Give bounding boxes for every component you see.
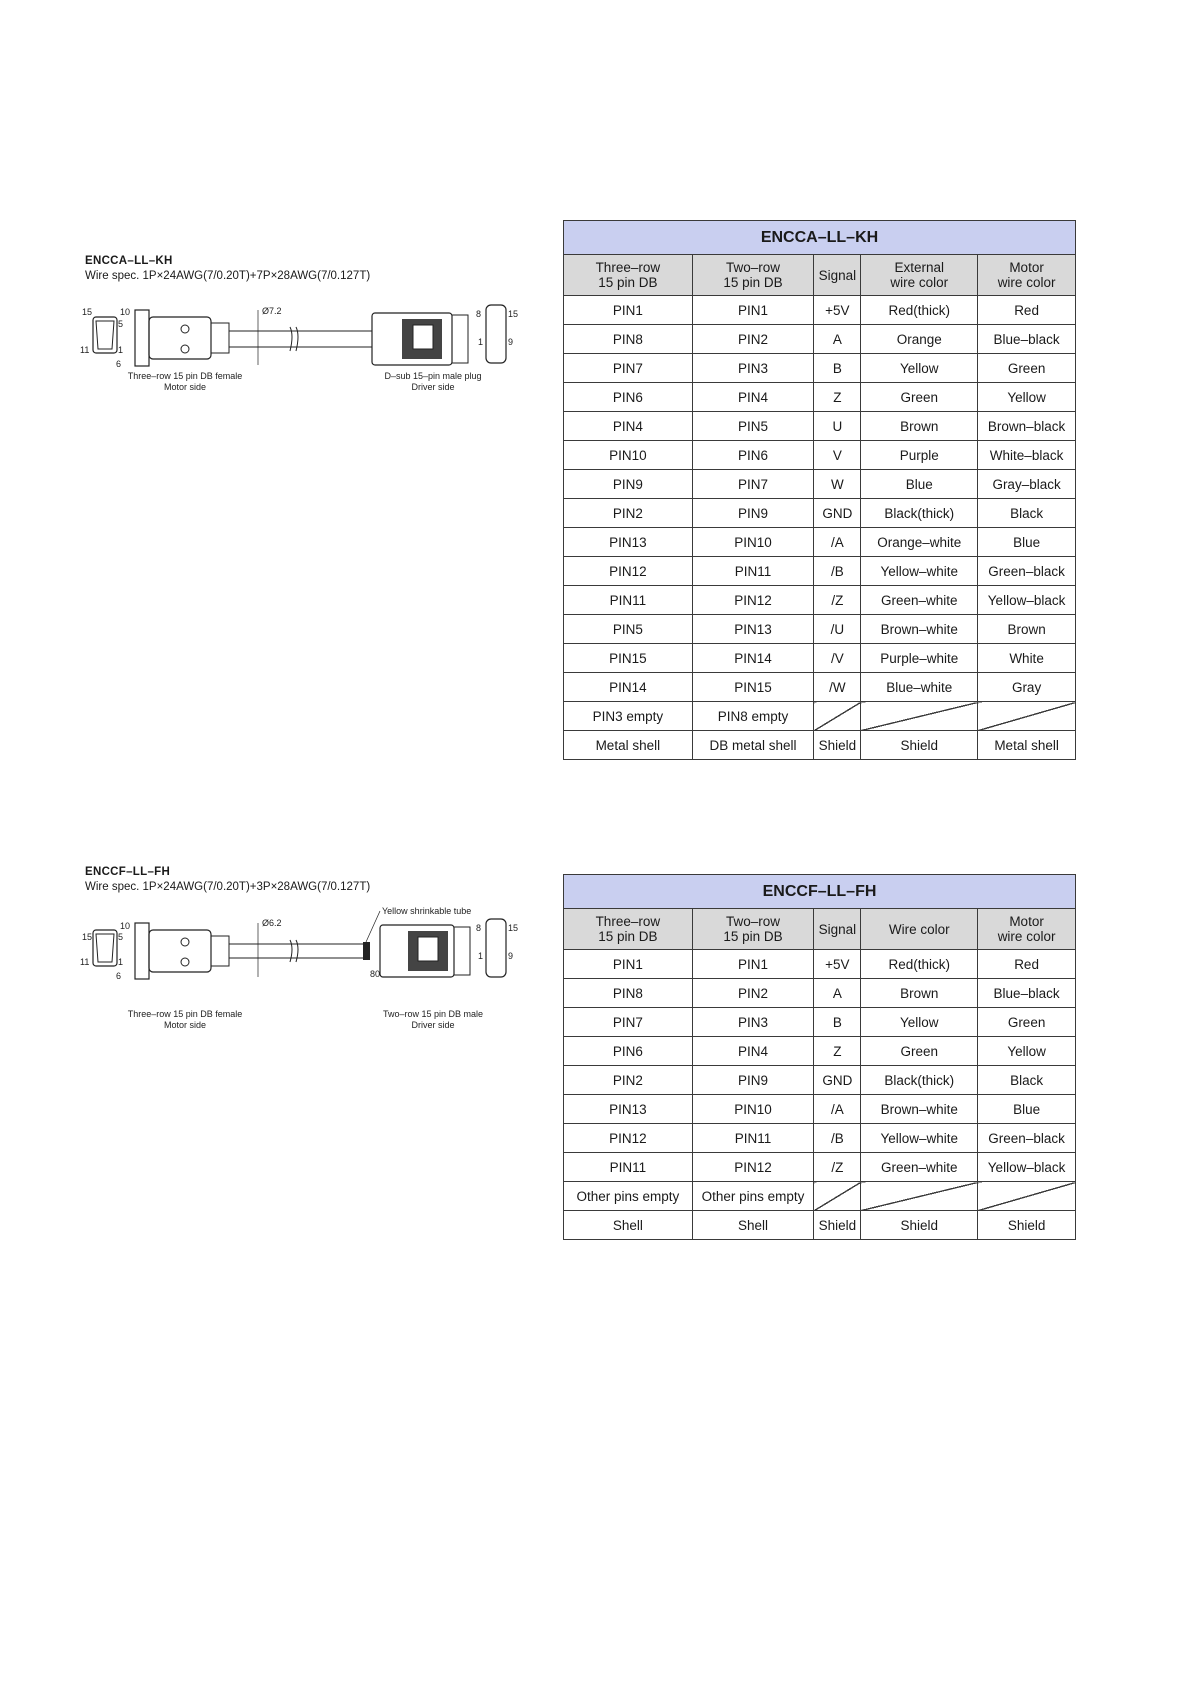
table-cell: Black: [978, 1066, 1076, 1095]
table-cell: Yellow–black: [978, 586, 1076, 615]
cable2-wire-spec: Wire spec. 1P×24AWG(7/0.20T)+3P×28AWG(7/0.127T): [85, 881, 371, 893]
table-cell: Blue–black: [978, 979, 1076, 1008]
table-cell: Shield: [861, 731, 978, 760]
column-header: [814, 909, 861, 950]
cable2-motor-connector-body: [135, 923, 229, 979]
table-row: [564, 950, 1076, 979]
table-cell: PIN2: [564, 499, 693, 528]
table-cell: PIN3: [692, 1008, 814, 1037]
table-row: [564, 1182, 1076, 1211]
table-cell: Blue: [978, 1095, 1076, 1124]
table-cell: Blue–black: [978, 325, 1076, 354]
column-header: [978, 255, 1076, 296]
column-header: [564, 255, 693, 296]
column-header-line: External: [894, 260, 944, 275]
table-cell: PIN1: [564, 296, 693, 325]
column-header: [978, 909, 1076, 950]
table-cell: White–black: [978, 441, 1076, 470]
table-cell: Blue: [861, 470, 978, 499]
table-cell: Orange: [861, 325, 978, 354]
table-cell: Black(thick): [861, 1066, 978, 1095]
cable1-right-caption-side: Driver side: [411, 382, 455, 392]
table-cell: PIN12: [692, 1153, 814, 1182]
table-cell: PIN12: [692, 586, 814, 615]
table-cell: Green–white: [861, 586, 978, 615]
table-cell: PIN3: [692, 354, 814, 383]
table-cell: Green: [861, 1037, 978, 1066]
table-cell: PIN13: [692, 615, 814, 644]
table-cell: Black: [978, 499, 1076, 528]
pin-label-8: 8: [476, 923, 482, 933]
table-cell: /A: [814, 528, 861, 557]
column-header-line: Wire color: [888, 921, 950, 937]
pin-label-15: 15: [82, 307, 93, 317]
table-cell: +5V: [814, 950, 861, 979]
pin-label-11: 11: [80, 345, 90, 355]
table-cell: PIN6: [564, 383, 693, 412]
table-cell: Yellow–white: [861, 557, 978, 586]
table-cell: Brown: [861, 979, 978, 1008]
table-cell: Yellow–white: [861, 1124, 978, 1153]
table-cell: A: [814, 979, 861, 1008]
table-cell: PIN8: [564, 979, 693, 1008]
table-cell: Other pins empty: [692, 1182, 814, 1211]
cable2-diameter: Ø6.2: [262, 918, 282, 928]
table-cell: /U: [814, 615, 861, 644]
table-cell: Red(thick): [861, 950, 978, 979]
table-row: [564, 731, 1076, 760]
table-cell: /A: [814, 1095, 861, 1124]
table-row: [564, 1124, 1076, 1153]
table-row: [564, 1008, 1076, 1037]
table-cell: Other pins empty: [564, 1182, 693, 1211]
cable1-table-body: [564, 296, 1076, 760]
column-header: [692, 255, 814, 296]
table-cell: [814, 1182, 861, 1211]
table-cell: Yellow: [861, 354, 978, 383]
table-cell: PIN11: [692, 557, 814, 586]
table-row: [564, 615, 1076, 644]
column-header-line: Two–row: [726, 914, 781, 929]
table-cell: /W: [814, 673, 861, 702]
table-cell: Red(thick): [861, 296, 978, 325]
cable1-motor-connector-face: [80, 307, 130, 369]
table-cell: Green–white: [861, 1153, 978, 1182]
table-cell: PIN1: [564, 950, 693, 979]
cable2-table-header: [564, 909, 1076, 950]
pin-label-5: 5: [118, 932, 124, 942]
pin-label-8: 8: [476, 309, 482, 319]
table-cell: PIN4: [692, 1037, 814, 1066]
column-header-line: Signal: [818, 921, 857, 937]
table-cell: PIN6: [692, 441, 814, 470]
cable1-motor-connector-body: [135, 310, 229, 366]
pin-label-1: 1: [478, 337, 484, 347]
table-cell: PIN10: [692, 1095, 814, 1124]
table-cell: PIN9: [564, 470, 693, 499]
table-cell: PIN11: [692, 1124, 814, 1153]
table-cell: PIN11: [564, 586, 693, 615]
table-row: [564, 412, 1076, 441]
yellow-shrinkable-tube: [363, 942, 370, 960]
table-row: [564, 354, 1076, 383]
column-header: [692, 909, 814, 950]
table-cell: PIN6: [564, 1037, 693, 1066]
cable1-table-title: ENCCA–LL–KH: [564, 221, 1076, 255]
table-row: [564, 702, 1076, 731]
column-header-line: Motor: [1009, 914, 1044, 929]
table-cell: GND: [814, 1066, 861, 1095]
table-row: [564, 528, 1076, 557]
cable2-title: ENCCF–LL–FH: [85, 866, 171, 878]
table-cell: [814, 702, 861, 731]
table-cell: PIN1: [692, 296, 814, 325]
column-header-line: 15 pin DB: [598, 929, 658, 944]
table-cell: PIN14: [692, 644, 814, 673]
table-cell: Shield: [814, 1211, 861, 1240]
cable1-wire-spec: Wire spec. 1P×24AWG(7/0.20T)+7P×28AWG(7/0.127T): [85, 270, 371, 282]
table-cell: A: [814, 325, 861, 354]
cable2-table-title: ENCCF–LL–FH: [564, 875, 1076, 909]
table-row: [564, 644, 1076, 673]
table-cell: /Z: [814, 586, 861, 615]
table-row: [564, 296, 1076, 325]
table-cell: PIN9: [692, 1066, 814, 1095]
table-cell: Shield: [861, 1211, 978, 1240]
table-cell: /Z: [814, 1153, 861, 1182]
table-cell: Z: [814, 383, 861, 412]
table-cell: /V: [814, 644, 861, 673]
table-cell: U: [814, 412, 861, 441]
cable2-pin-table: [563, 874, 1076, 1240]
table-cell: Shield: [814, 731, 861, 760]
table-row: [564, 1037, 1076, 1066]
table-cell: PIN10: [564, 441, 693, 470]
table-cell: B: [814, 1008, 861, 1037]
pin-label-6: 6: [116, 971, 122, 981]
table-cell: PIN8 empty: [692, 702, 814, 731]
table-cell: Brown: [978, 615, 1076, 644]
column-header-line: Three–row: [595, 260, 661, 275]
pin-label-1: 1: [478, 951, 484, 961]
table-cell: Metal shell: [978, 731, 1076, 760]
table-cell: [978, 1182, 1076, 1211]
cable2-diagram: [80, 905, 540, 1030]
column-header-line: 15 pin DB: [598, 275, 658, 290]
column-header-line: 15 pin DB: [723, 929, 783, 944]
table-cell: Black(thick): [861, 499, 978, 528]
cable1-pin-table: [563, 220, 1076, 760]
table-cell: Brown–white: [861, 615, 978, 644]
table-cell: Z: [814, 1037, 861, 1066]
table-row: [564, 979, 1076, 1008]
cable1-diameter: Ø7.2: [262, 306, 282, 316]
table-cell: PIN11: [564, 1153, 693, 1182]
table-cell: +5V: [814, 296, 861, 325]
table-row: [564, 325, 1076, 354]
pin-label-1: 1: [118, 957, 124, 967]
table-cell: White: [978, 644, 1076, 673]
table-cell: Blue–white: [861, 673, 978, 702]
pin-label-9: 9: [508, 337, 514, 347]
cable1-title: ENCCA–LL–KH: [85, 255, 173, 267]
table-cell: PIN4: [564, 412, 693, 441]
table-row: [564, 586, 1076, 615]
cable2-right-caption-side: Driver side: [411, 1020, 455, 1030]
table-cell: PIN9: [692, 499, 814, 528]
table-cell: Orange–white: [861, 528, 978, 557]
table-cell: PIN5: [692, 412, 814, 441]
table-cell: Yellow: [861, 1008, 978, 1037]
column-header-line: wire color: [997, 275, 1056, 290]
column-header-line: 15 pin DB: [723, 275, 783, 290]
pin-label-10: 10: [120, 921, 131, 931]
table-row: [564, 1153, 1076, 1182]
column-header-line: Signal: [818, 267, 857, 283]
table-cell: B: [814, 354, 861, 383]
table-row: [564, 441, 1076, 470]
table-cell: Purple: [861, 441, 978, 470]
column-header: [814, 255, 861, 296]
table-cell: Gray–black: [978, 470, 1076, 499]
table-row: [564, 383, 1076, 412]
table-cell: Yellow: [978, 1037, 1076, 1066]
table-row: [564, 499, 1076, 528]
table-cell: PIN4: [692, 383, 814, 412]
table-cell: /B: [814, 1124, 861, 1153]
column-header: [861, 909, 978, 950]
pin-label-5: 5: [118, 319, 124, 329]
cable2-left-caption-side: Motor side: [163, 1020, 207, 1030]
cable1-wire: [229, 306, 372, 365]
table-cell: PIN12: [564, 557, 693, 586]
table-cell: PIN1: [692, 950, 814, 979]
cable2-table-body: [564, 950, 1076, 1240]
column-header-line: wire color: [997, 929, 1056, 944]
table-cell: Shell: [692, 1211, 814, 1240]
table-row: [564, 557, 1076, 586]
table-cell: PIN15: [692, 673, 814, 702]
cable2-left-caption: Three–row 15 pin DB female: [127, 1009, 243, 1019]
column-header-line: wire color: [890, 275, 949, 290]
table-cell: Red: [978, 296, 1076, 325]
table-cell: Gray: [978, 673, 1076, 702]
cable1-right-caption: D–sub 15–pin male plug: [384, 371, 482, 381]
table-cell: Metal shell: [564, 731, 693, 760]
table-cell: Green: [861, 383, 978, 412]
column-header-line: Three–row: [595, 914, 661, 929]
table-cell: Brown: [861, 412, 978, 441]
table-cell: Shell: [564, 1211, 693, 1240]
column-header: [564, 909, 693, 950]
table-row: [564, 1211, 1076, 1240]
pin-label-15: 15: [508, 923, 519, 933]
pin-label-9: 9: [508, 951, 514, 961]
table-cell: Green: [978, 1008, 1076, 1037]
table-cell: PIN2: [692, 325, 814, 354]
column-header-line: Motor: [1009, 260, 1044, 275]
table-cell: /B: [814, 557, 861, 586]
table-cell: V: [814, 441, 861, 470]
table-cell: PIN12: [564, 1124, 693, 1153]
table-cell: PIN15: [564, 644, 693, 673]
table-cell: [861, 702, 978, 731]
column-header-line: Two–row: [726, 260, 781, 275]
table-row: [564, 1095, 1076, 1124]
column-header: [861, 255, 978, 296]
table-cell: W: [814, 470, 861, 499]
table-cell: PIN3 empty: [564, 702, 693, 731]
table-cell: PIN8: [564, 325, 693, 354]
cable2-tube-length: 80: [370, 969, 381, 979]
table-cell: PIN2: [564, 1066, 693, 1095]
table-cell: Brown–black: [978, 412, 1076, 441]
cable2-tube-label: Yellow shrinkable tube: [382, 906, 472, 916]
table-cell: PIN13: [564, 1095, 693, 1124]
table-cell: Brown–white: [861, 1095, 978, 1124]
table-cell: Yellow–black: [978, 1153, 1076, 1182]
table-cell: Shield: [978, 1211, 1076, 1240]
cable2-driver-plug: [380, 919, 518, 977]
table-cell: DB metal shell: [692, 731, 814, 760]
table-cell: [978, 702, 1076, 731]
table-cell: PIN14: [564, 673, 693, 702]
table-cell: PIN7: [564, 354, 693, 383]
table-cell: PIN5: [564, 615, 693, 644]
table-cell: PIN10: [692, 528, 814, 557]
cable1-driver-plug: [372, 305, 518, 365]
pin-label-15: 15: [508, 309, 519, 319]
table-cell: Purple–white: [861, 644, 978, 673]
table-cell: PIN2: [692, 979, 814, 1008]
table-cell: Green–black: [978, 557, 1076, 586]
table-cell: Red: [978, 950, 1076, 979]
table-cell: GND: [814, 499, 861, 528]
pin-label-11: 11: [80, 957, 90, 967]
table-cell: Blue: [978, 528, 1076, 557]
table-cell: Green–black: [978, 1124, 1076, 1153]
cable1-table-header: [564, 255, 1076, 296]
pin-label-6: 6: [116, 359, 122, 369]
table-cell: Yellow: [978, 383, 1076, 412]
cable2-right-caption: Two–row 15 pin DB male: [382, 1009, 484, 1019]
table-row: [564, 673, 1076, 702]
table-cell: [861, 1182, 978, 1211]
table-row: [564, 1066, 1076, 1095]
pin-label-1: 1: [118, 345, 124, 355]
cable1-left-caption-side: Motor side: [163, 382, 207, 392]
table-cell: PIN7: [564, 1008, 693, 1037]
cable2-motor-connector-face: [80, 921, 130, 981]
cable1-diagram: [80, 305, 540, 425]
pin-label-10: 10: [120, 307, 131, 317]
cable1-left-caption: Three–row 15 pin DB female: [127, 371, 243, 381]
table-cell: PIN7: [692, 470, 814, 499]
table-cell: PIN13: [564, 528, 693, 557]
table-cell: Green: [978, 354, 1076, 383]
table-row: [564, 470, 1076, 499]
pin-label-15: 15: [82, 932, 93, 942]
